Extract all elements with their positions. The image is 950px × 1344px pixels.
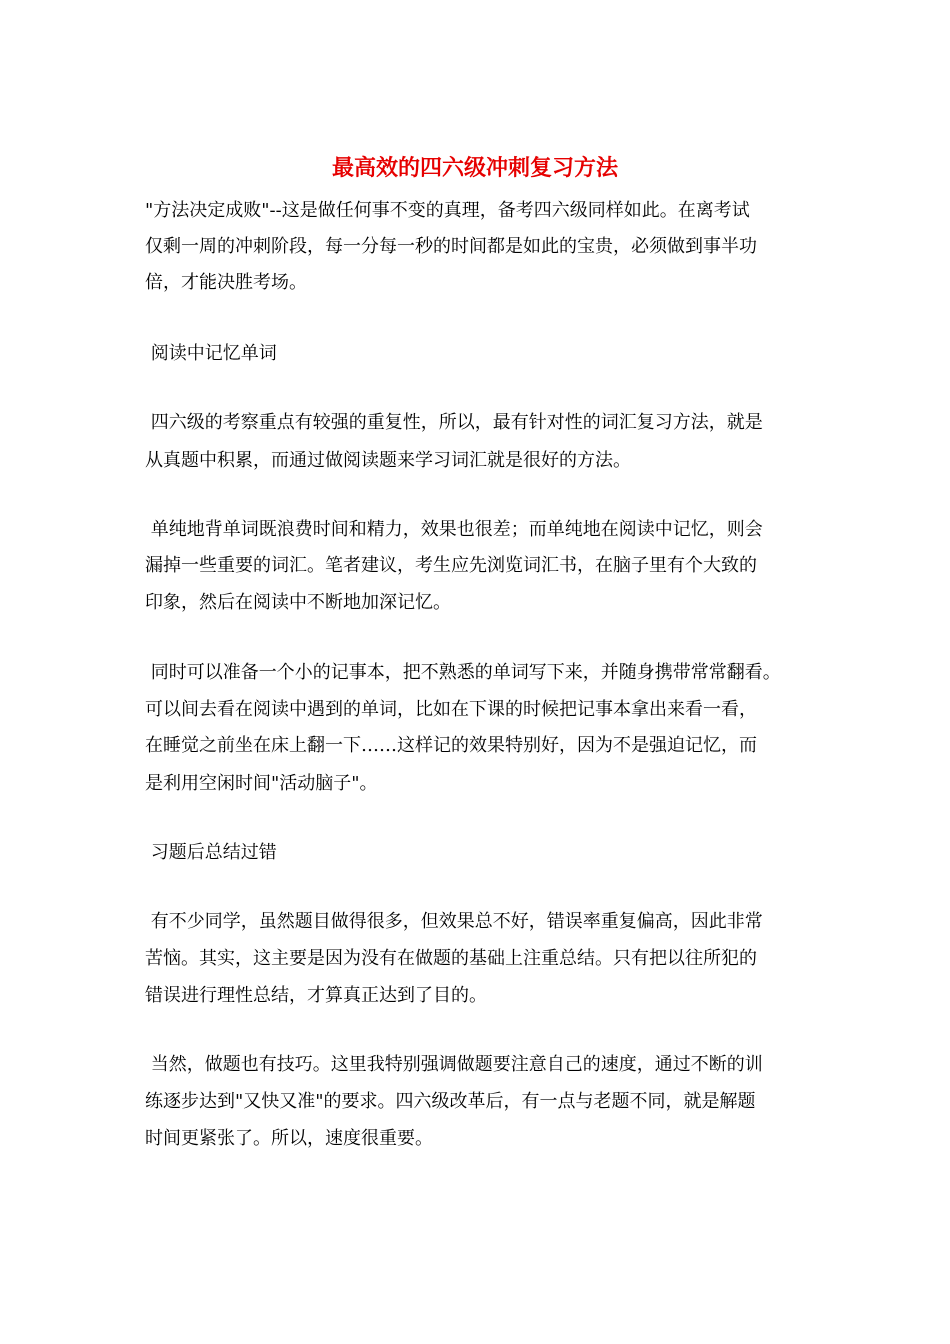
paragraph-line: 有不少同学，虽然题目做得很多，但效果总不好，错误率重复偏高，因此非常 bbox=[145, 911, 763, 932]
section-heading: 习题后总结过错 bbox=[145, 842, 277, 863]
paragraph-line: 可以间去看在阅读中遇到的单词，比如在下课的时候把记事本拿出来看一看， bbox=[145, 699, 757, 720]
paragraph-line: 从真题中积累，而通过做阅读题来学习词汇就是很好的方法。 bbox=[145, 450, 631, 471]
paragraph-line: 苦恼。其实，这主要是因为没有在做题的基础上注重总结。只有把以往所犯的 bbox=[145, 948, 757, 969]
paragraph-line: 倍，才能决胜考场。 bbox=[145, 272, 307, 293]
paragraph-line: 印象，然后在阅读中不断地加深记忆。 bbox=[145, 592, 451, 613]
paragraph-line: 漏掉一些重要的词汇。笔者建议，考生应先浏览词汇书，在脑子里有个大致的 bbox=[145, 555, 757, 576]
section-heading: 阅读中记忆单词 bbox=[145, 343, 277, 364]
paragraph-line: 四六级的考察重点有较强的重复性，所以，最有针对性的词汇复习方法，就是 bbox=[145, 412, 763, 433]
paragraph-line: 是利用空闲时间"活动脑子"。 bbox=[145, 773, 378, 794]
paragraph-line: 同时可以准备一个小的记事本，把不熟悉的单词写下来，并随身携带常常翻看。 bbox=[145, 662, 781, 683]
paragraph-line: 错误进行理性总结，才算真正达到了目的。 bbox=[145, 985, 487, 1006]
document-title: 最高效的四六级冲刺复习方法 bbox=[331, 155, 618, 181]
paragraph-line: 仅剩一周的冲刺阶段，每一分每一秒的时间都是如此的宝贵，必须做到事半功 bbox=[145, 236, 757, 257]
paragraph-line: 时间更紧张了。所以，速度很重要。 bbox=[145, 1128, 433, 1149]
paragraph-line: "方法决定成败"--这是做任何事不变的真理，备考四六级同样如此。在离考试 bbox=[145, 200, 750, 221]
paragraph-line: 练逐步达到"又快又准"的要求。四六级改革后，有一点与老题不同，就是解题 bbox=[145, 1091, 756, 1112]
paragraph-line: 当然，做题也有技巧。这里我特别强调做题要注意自己的速度，通过不断的训 bbox=[145, 1054, 763, 1075]
paragraph-line: 单纯地背单词既浪费时间和精力，效果也很差；而单纯地在阅读中记忆，则会 bbox=[145, 519, 763, 540]
paragraph-line: 在睡觉之前坐在床上翻一下……这样记的效果特别好，因为不是强迫记忆，而 bbox=[145, 735, 757, 756]
